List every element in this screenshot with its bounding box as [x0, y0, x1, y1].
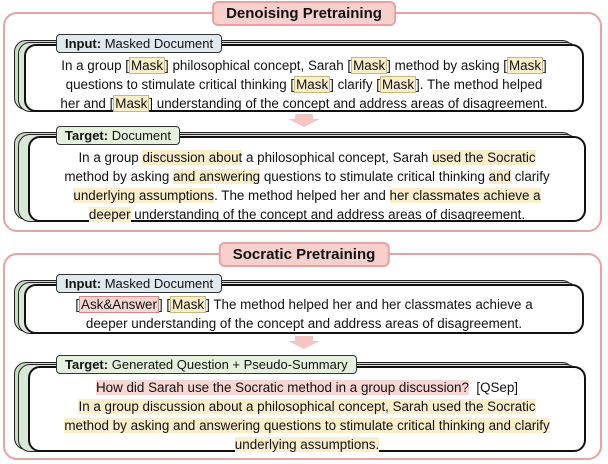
- socratic-input-line-1: [ Ask&Answer ] [ Mask ] The method helped her and her classmates achieve a: [75, 297, 533, 312]
- socratic-target-label: Target: Generated Question + Pseudo-Summary: [56, 355, 357, 374]
- denoising-target-line-3: underlying assumptions. The method helped her and her classmates achieve a: [73, 188, 541, 203]
- socratic-target-question-line: How did Sarah use the Socratic method in a group discussion? [QSep]: [95, 380, 519, 395]
- denoising-target-label: Target: Document: [56, 126, 180, 145]
- denoising-input-line-1: In a group [ Mask ] philosophical concept, Sarah [ Mask ] method by asking [ Mask ]: [61, 58, 547, 73]
- socratic-target-summary-line-1: In a group discussion about a philosophical concept, Sarah used the Socratic: [78, 399, 536, 414]
- socratic-input-label: Input: Masked Document: [56, 274, 222, 293]
- denoising-target-line-1: In a group discussion about a philosophical concept, Sarah used the Socratic: [78, 150, 536, 165]
- denoising-input-line-2: questions to stimulate critical thinking [ Mask ] clarify [ Mask ]. The method helped: [65, 77, 543, 92]
- socratic-title: Socratic Pretraining: [219, 242, 390, 267]
- denoising-target-line-2: method by asking and answering questions to stimulate critical thinking and clarify: [64, 169, 550, 184]
- denoising-input-line-3: her and [ Mask ] understanding of the concept and address areas of disagreement.: [60, 96, 548, 111]
- denoising-arrow: [288, 119, 320, 127]
- denoising-input-label: Input: Masked Document: [56, 34, 222, 53]
- socratic-arrow: [288, 341, 320, 349]
- socratic-input-line-2: deeper understanding of the concept and address areas of disagreement.: [85, 316, 523, 331]
- socratic-target-summary-line-3: underlying assumptions.: [234, 437, 380, 452]
- denoising-title: Denoising Pretraining: [212, 1, 396, 26]
- socratic-target-summary-line-2: method by asking and answering questions to stimulate critical thinking and clarify: [64, 418, 550, 433]
- denoising-target-line-4: deeper understanding of the concept and address areas of disagreement.: [88, 207, 526, 222]
